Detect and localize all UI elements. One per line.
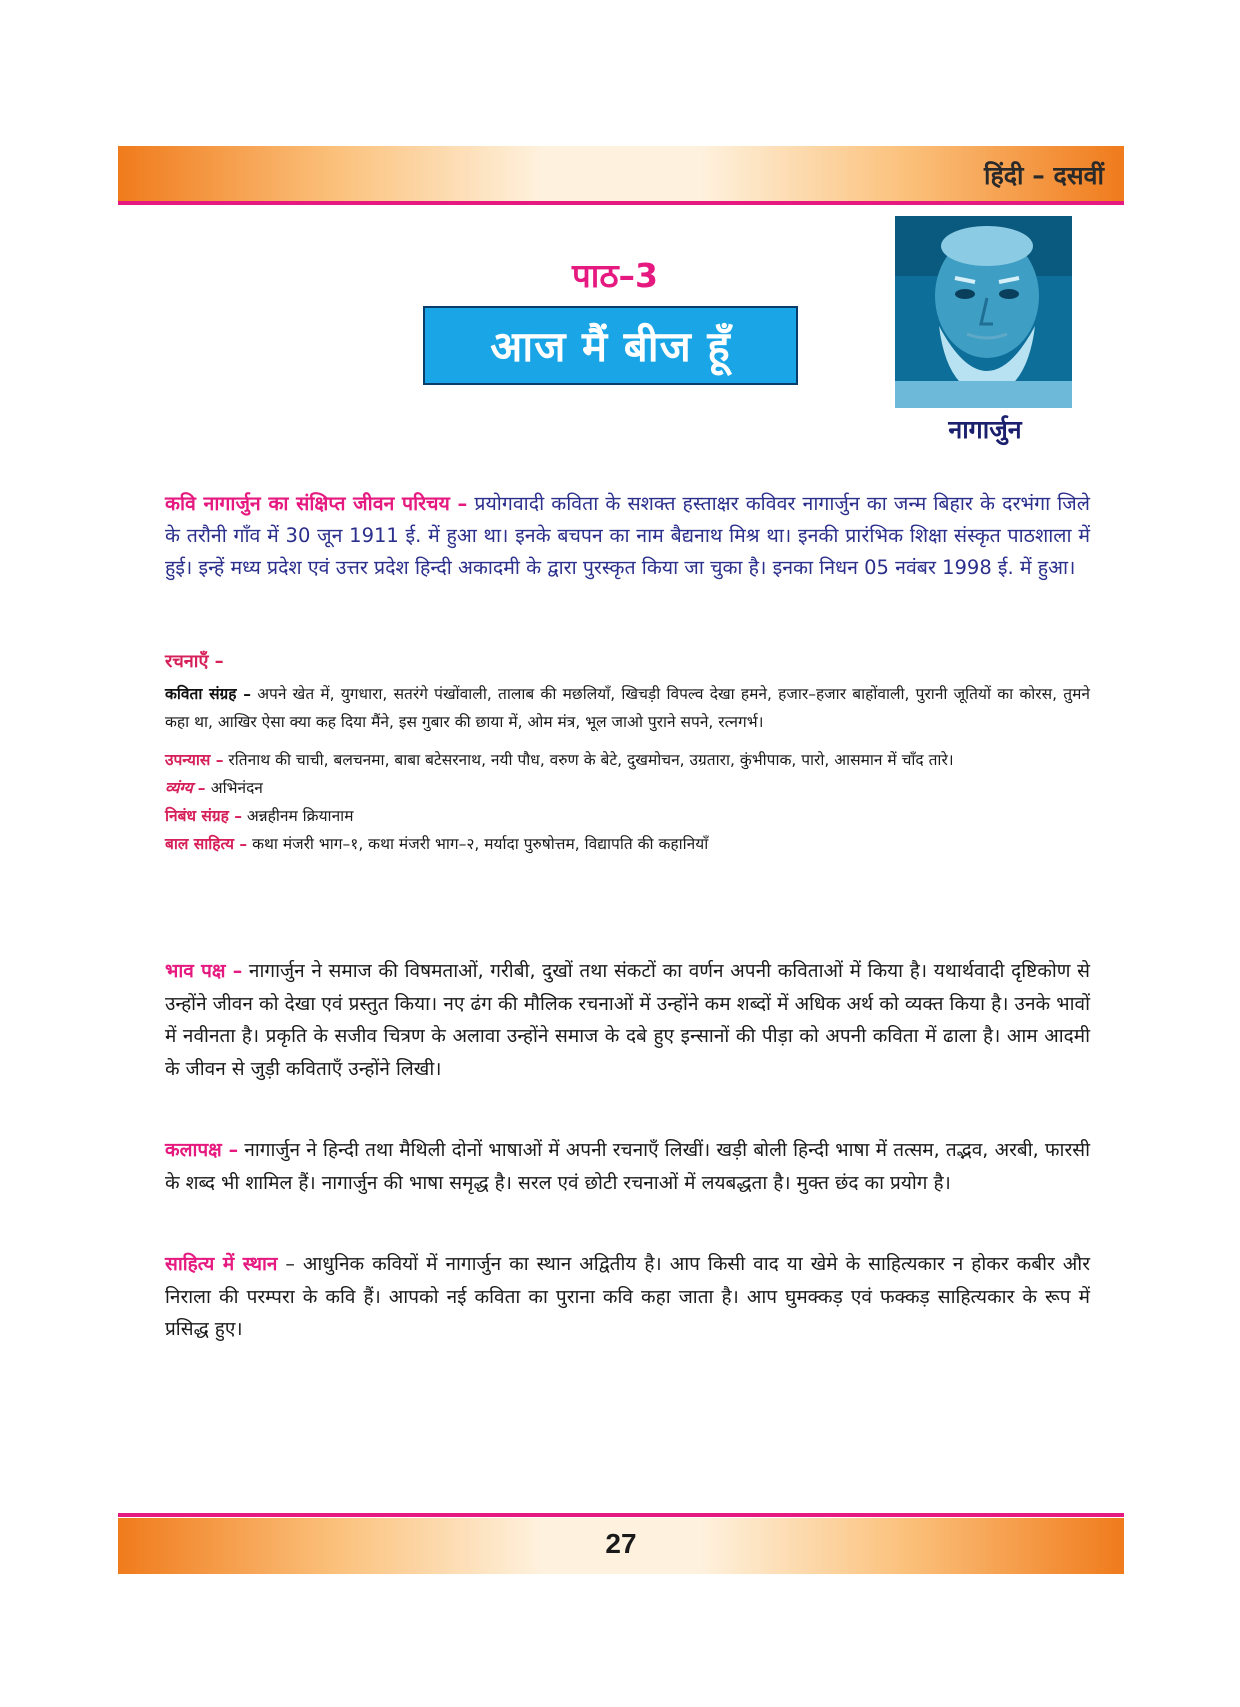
sthan-label: साहित्य में स्थान — [165, 1253, 278, 1275]
poet-portrait — [895, 216, 1072, 408]
intro-label: कवि नागार्जुन का संक्षिप्त जीवन परिचय – — [165, 492, 468, 515]
works-heading: रचनाएँ – — [165, 651, 224, 672]
children-literature — [165, 830, 1090, 858]
sthan-text: – आधुनिक कवियों में नागार्जुन का स्थान अद्वितीय है। आप किसी वाद या खेमे के साहित्यकार न होकर कबीर और निराला की परम्परा के कवि हैं। आपको नई कविता का पुराना कवि कहा जाता है। आप घुमक्कड़ एवं फक्कड़ साहित्यकार के रूप में प्रसिद्ध हुए। — [165, 1253, 1091, 1340]
page-number: 27 — [605, 1528, 637, 1559]
bhav-paksh-paragraph — [165, 955, 1090, 1085]
poetry-collection — [165, 680, 1090, 736]
essay-label: निबंध संग्रह – — [165, 807, 242, 825]
poet-portrait-image — [895, 216, 1072, 408]
kala-paksh-paragraph — [165, 1134, 1090, 1199]
lesson-number: पाठ–3 — [572, 256, 658, 295]
child-label: बाल साहित्य – — [165, 835, 248, 853]
book-title: हिंदी – दसवीं — [984, 161, 1104, 190]
sthan-paragraph — [165, 1248, 1090, 1346]
works-section — [165, 648, 1090, 858]
essays — [165, 802, 1090, 830]
satire-text: अभिनंदन — [205, 779, 263, 797]
satire — [165, 774, 1090, 802]
poetry-text: अपने खेत में, युगधारा, सतरंगे पंखोंवाली, तालाब की मछलियाँ, खिचड़ी विपल्व देखा हमने, हजार–हजार बाहोंवाली, पुरानी जूतियों का कोरस, तुमने कहा था, आखिर ऐसा क्या कह दिया मैंने, इस गुबार की छाया में, ओम मंत्र, भूल जाओ पुराने सपने, रत्नगर्भ। — [165, 685, 1090, 731]
poet-name: नागार्जुन — [948, 415, 1022, 444]
header-band — [118, 146, 1124, 201]
footer-band — [118, 1518, 1124, 1574]
essay-text: अन्नहीनम क्रियानाम — [242, 807, 354, 825]
intro-paragraph — [165, 488, 1090, 584]
intro-text: प्रयोगवादी कविता के सशक्त हस्ताक्षर कविवर नागार्जुन का जन्म बिहार के दरभंगा जिले के तरौनी गाँव में 30 जून 1911 ई. में हुआ था। इनके बचपन का नाम बैद्यनाथ मिश्र था। इनकी प्रारंभिक शिक्षा संस्कृत पाठशाला में हुई। इन्हें मध्य प्रदेश एवं उत्तर प्रदेश हिन्दी अकादमी के द्वारा पुरस्कृत किया जा चुका है। इनका निधन 05 नवंबर 1998 ई. में हुआ। — [165, 492, 1090, 579]
satire-label: व्यंग्य – — [165, 779, 206, 797]
novel-label: उपन्यास – — [165, 751, 224, 769]
header-divider — [118, 201, 1124, 205]
novels — [165, 746, 1090, 774]
kala-text: नागार्जुन ने हिन्दी तथा मैथिली दोनों भाषाओं में अपनी रचनाएँ लिखीं। खड़ी बोली हिन्दी भाषा में तत्सम, तद्भव, अरबी, फारसी के शब्द भी शामिल हैं। नागार्जुन की भाषा समृद्ध है। सरल एवं छोटी रचनाओं में लयबद्धता है। मुक्त छंद का प्रयोग है। — [165, 1139, 1090, 1194]
lesson-title-box — [423, 306, 798, 385]
bhav-text: नागार्जुन ने समाज की विषमताओं, गरीबी, दुखों तथा संकटों का वर्णन अपनी कविताओं में किया है। यथार्थवादी दृष्टिकोण से उन्होंने जीवन को देखा एवं प्रस्तुत किया। नए ढंग की मौलिक रचनाओं में उन्होंने कम शब्दों में अधिक अर्थ को व्यक्त किया है। उनके भावों में नवीनता है। प्रकृति के सजीव चित्रण के अलावा उन्होंने समाज के दबे हुए इन्सानों की पीड़ा को अपनी कविता में ढाला है। आम आदमी के जीवन से जुड़ी कविताएँ उन्होंने लिखी। — [165, 960, 1090, 1080]
bhav-label: भाव पक्ष – — [165, 960, 243, 982]
kala-label: कलापक्ष – — [165, 1139, 239, 1161]
lesson-title: आज मैं बीज हूँ — [490, 322, 731, 371]
child-text: कथा मंजरी भाग–१, कथा मंजरी भाग–२, मर्यादा पुरुषोत्तम, विद्यापति की कहानियाँ — [247, 835, 709, 853]
footer-divider — [118, 1513, 1124, 1517]
poetry-label: कविता संग्रह – — [165, 685, 251, 703]
novel-text: रतिनाथ की चाची, बलचनमा, बाबा बटेसरनाथ, नयी पौध, वरुण के बेटे, दुखमोचन, उग्रतारा, कुंभीपाक, पारो, आसमान में चाँद तारे। — [223, 751, 954, 769]
